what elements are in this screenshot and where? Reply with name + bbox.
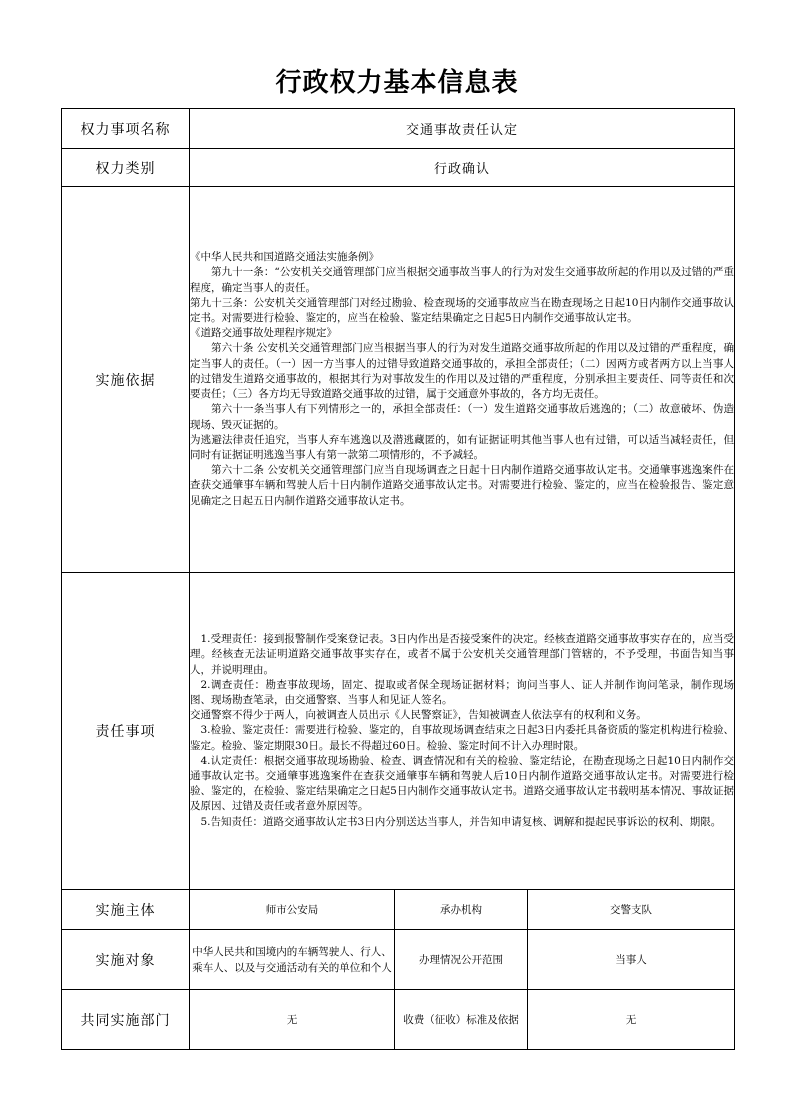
category-label: 权力类别	[62, 149, 190, 187]
fee-standard-value: 无	[528, 990, 735, 1050]
target-value: 中华人民共和国境内的车辆驾驶人、行人、乘车人、以及与交通活动有关的单位和个人	[190, 930, 395, 990]
basis-text	[190, 187, 735, 573]
responsibility-line: 2.调查责任：勘查事故现场，固定、提取或者保全现场证据材料；询问当事人、证人并制作询问笔录，制作现场图、现场勘查笔录，由交通警察、当事人和见证人签名。	[190, 678, 734, 706]
row-joint	[62, 990, 735, 1050]
responsibility-line: 3.检验、鉴定责任：需要进行检验、鉴定的，自事故现场调查结束之日起3日内委托具备资质的鉴定机构进行检验、鉴定。检验、鉴定期限30日。最长不得超过60日。检验、鉴定时间不计入办理时限。	[190, 724, 734, 752]
disclosure-scope-value: 当事人	[528, 930, 735, 990]
target-label: 实施对象	[62, 930, 190, 990]
fee-standard-label: 收费（征收）标准及依据	[395, 990, 528, 1050]
basis-line: 《道路交通事故处理程序规定》	[190, 327, 337, 340]
responsibility-line: 5.告知责任：道路交通事故认定书3日内分别送达当事人，并告知申请复核、调解和提起民事诉讼的权利、期限。	[200, 815, 722, 828]
responsibility-line: 4.认定责任：根据交通事故现场勘验、检查、调查情况和有关的检验、鉴定结论，在勘查现场之日起10日内制作交通事故认定书。交通肇事逃逸案件在查获交通肇事车辆和驾驶人后10日内制作道路交通事故认定书。对需要进行检验、鉴定的，在检验、鉴定结果确定之日起5日内制作交通事故认定书。道路交通事故认定书载明基本情况、事故证据及原因、过错及责任或者意外原因等。	[190, 754, 734, 813]
agency-value: 交警支队	[528, 890, 735, 930]
agency-label: 承办机构	[395, 890, 528, 930]
responsibility-line: 1.受理责任：接到报警制作受案登记表。3日内作出是否接受案件的决定。经核查道路交通事故事实存在的，应当受理。经核查无法证明道路交通事故事实存在，或者不属于公安机关交通管理部门管辖的，不予受理，书面告知当事人，并说明理由。	[190, 633, 734, 676]
info-table	[61, 108, 735, 1050]
basis-label: 实施依据	[62, 187, 190, 573]
row-category	[62, 149, 735, 187]
basis-line: 为逃避法律责任追究，当事人弃车逃逸以及潜逃藏匿的，如有证据证明其他当事人也有过错，可以适当减轻责任，但同时有证据证明逃逸当事人有第一款第二项情形的，不予减轻。	[190, 433, 734, 461]
disclosure-scope-label: 办理情况公开范围	[395, 930, 528, 990]
responsibility-text	[190, 573, 735, 890]
row-target	[62, 930, 735, 990]
item-name-label: 权力事项名称	[62, 109, 190, 149]
page-title: 行政权力基本信息表	[275, 68, 519, 98]
row-responsibility	[62, 573, 735, 890]
subject-label: 实施主体	[62, 890, 190, 930]
basis-line: 第九十一条：“公安机关交通管理部门应当根据交通事故当事人的行为对发生交通事故所起的作用以及过错的严重程度，确定当事人的责任。	[190, 266, 734, 294]
subject-value: 师市公安局	[190, 890, 395, 930]
row-subject	[62, 890, 735, 930]
basis-line: 第六十二条 公安机关交通管理部门应当自现场调查之日起十日内制作道路交通事故认定书。交通肇事逃逸案件在查获交通肇事车辆和驾驶人后十日内制作道路交通事故认定书。对需要进行检验、鉴定的，应当在检验报告、鉴定意见确定之日起五日内制作道路交通事故认定书。	[190, 464, 734, 507]
basis-line: 第六十一条当事人有下列情形之一的，承担全部责任：（一）发生道路交通事故后逃逸的；（二）故意破坏、伪造现场、毁灭证据的。	[190, 403, 734, 431]
row-item-name	[62, 109, 735, 149]
basis-line: 《中华人民共和国道路交通法实施条例》	[190, 251, 379, 264]
joint-dept-value: 无	[190, 990, 395, 1050]
row-basis	[62, 187, 735, 573]
item-name-value: 交通事故责任认定	[190, 109, 735, 149]
basis-line: 第九十三条：公安机关交通管理部门对经过勘验、检查现场的交通事故应当在勘查现场之日起10日内制作交通事故认定书。对需要进行检验、鉴定的，应当在检验、鉴定结果确定之日起5日内制作交通事故认定书。	[190, 296, 734, 325]
responsibility-line: 交通警察不得少于两人，向被调查人员出示《人民警察证》，告知被调查人依法享有的权利和义务。	[190, 709, 647, 722]
basis-line: 第六十条 公安机关交通管理部门应当根据当事人的行为对发生道路交通事故所起的作用以及过错的严重程度，确定当事人的责任。（一）因一方当事人的过错导致道路交通事故的，承担全部责任；（二）因两方或者两方以上当事人的过错发生道路交通事故的，根据其行为对事故发生的作用以及过错的严重程度，分别承担主要责任、同等责任和次要责任；（三）各方均无导致道路交通事故的过错，属于交通意外事故的，各方均无责任。	[190, 342, 734, 401]
joint-dept-label: 共同实施部门	[62, 990, 190, 1050]
category-value: 行政确认	[190, 149, 735, 187]
responsibility-label: 责任事项	[62, 573, 190, 890]
